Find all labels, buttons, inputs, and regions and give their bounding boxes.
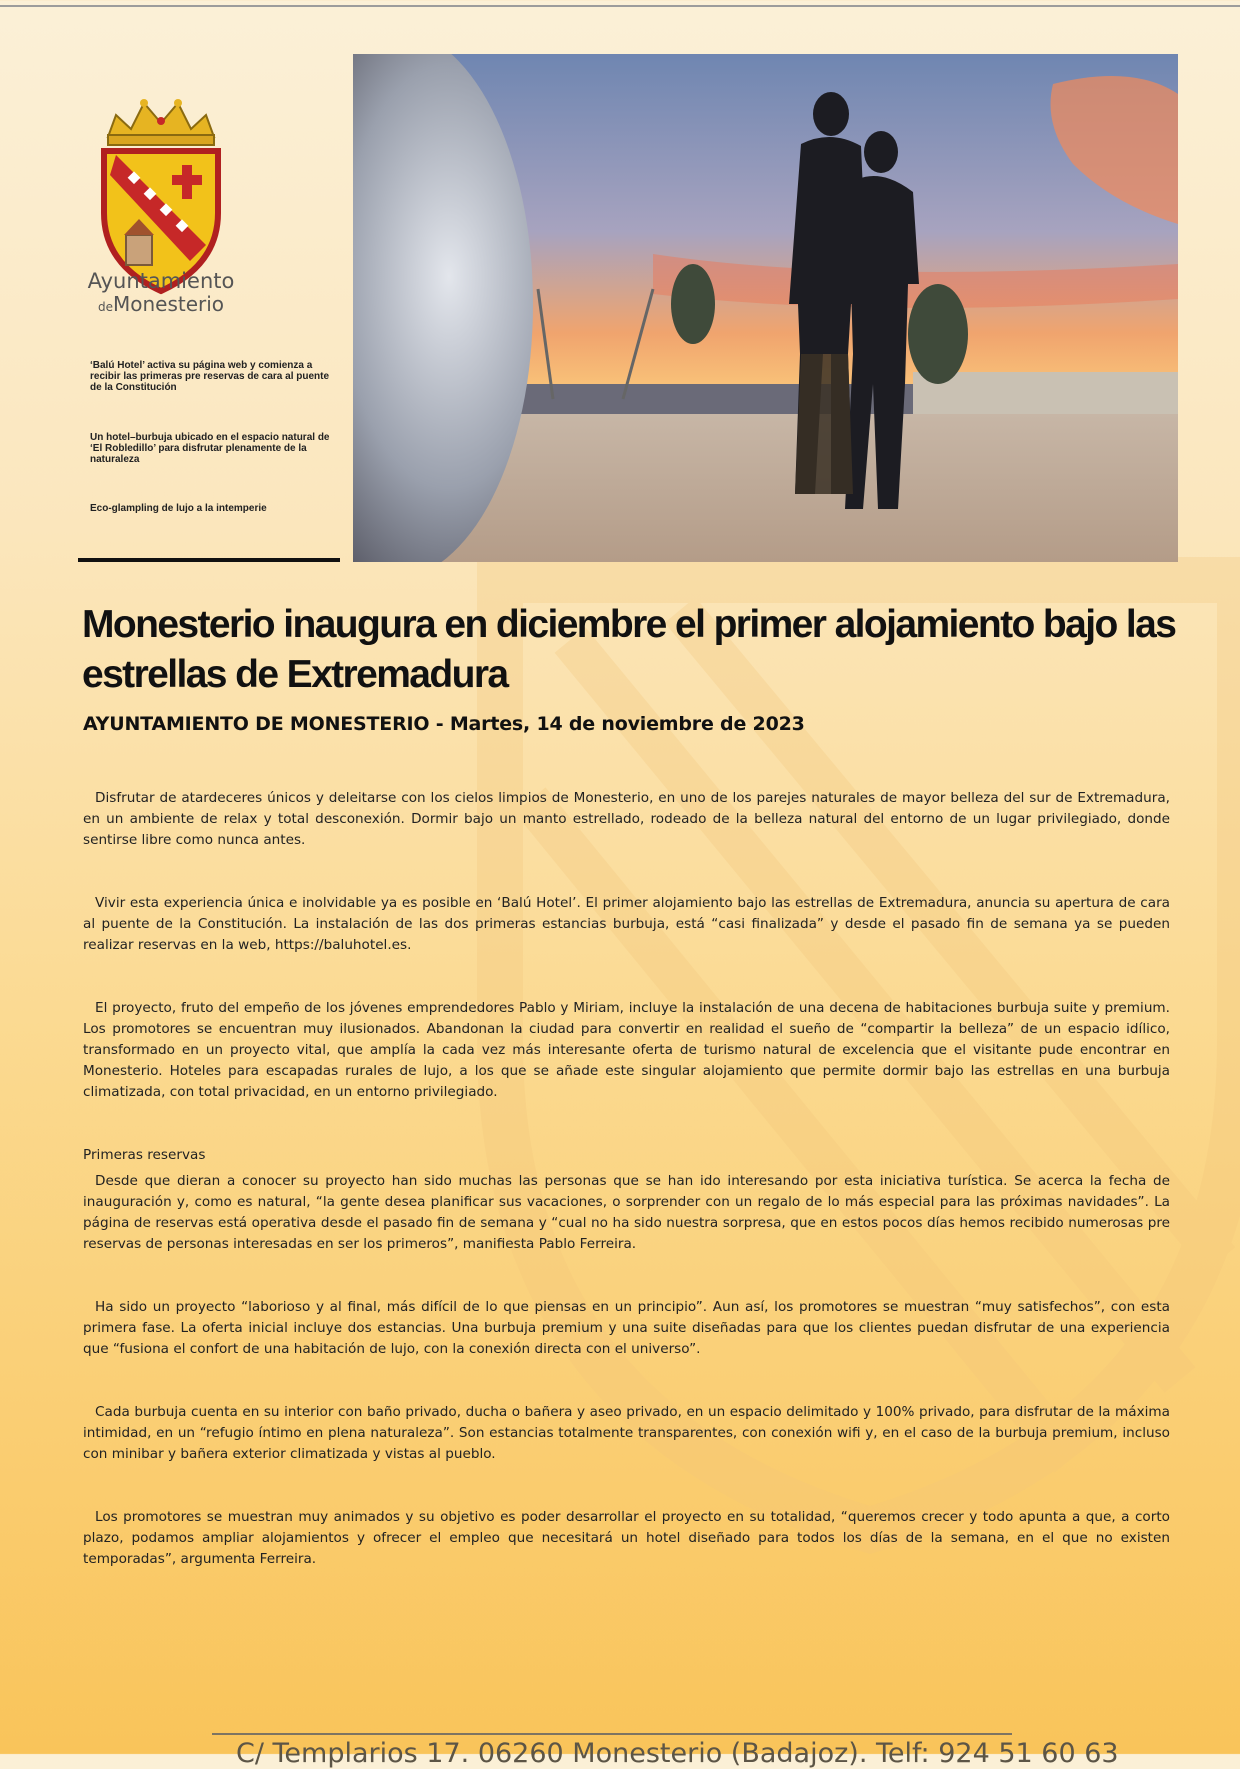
logo-name-prefix: de (97, 300, 113, 314)
logo-name-line1: Ayuntamiento (87, 269, 235, 293)
sidebar-highlight-3: Eco-glampling de lujo a la intemperie (90, 503, 267, 514)
logo-wordmark (86, 270, 236, 319)
top-rule (0, 5, 1240, 7)
article-paragraph-5: Ha sido un proyecto “laborioso y al final, más difícil de lo que piensas en un principio”. Aun así, los promotores se muestran “muy satisfechos”, con esta primera fase. La oferta inicial incluye dos estancias. Una burbuja premium y una suite diseñadas para que los clientes puedan disfrutar de una experiencia que “fusiona el confort de una habitación de lujo, con la conexión directa con el universo”. (83, 1299, 1170, 1357)
hero-photo (353, 54, 1178, 562)
article-paragraph-2: Vivir esta experiencia única e inolvidable ya es posible en ‘Balú Hotel’. El primer alojamiento bajo las estrellas de Extremadura, anuncia su apertura de cara al puente de la Constitución. La instalación de las dos primeras estancias burbuja, está “casi finalizada” y desde el pasado fin de semana ya se pueden realizar reservas en la web, https://baluhotel.es. (83, 895, 1170, 953)
logo-name-line2: Monesterio (112, 292, 225, 316)
article-paragraph-1: Disfrutar de atardeceres únicos y deleitarse con los cielos limpios de Monesterio, en uno de los parejes naturales de mayor belleza del sur de Extremadura, en un ambiente de relax y total desconexión. Dormir bajo un manto estrellado, rodeado de la belleza natural del entorno de un lugar privilegiado, donde sentirse libre como nunca antes. (83, 790, 1170, 848)
footer-address: C/ Templarios 17. 06260 Monesterio (Badajoz). Telf: 924 51 60 63 (236, 1738, 1119, 1769)
sidebar-highlight-1: ‘Balú Hotel’ activa su página web y comienza a recibir las primeras pre reservas de cara al puente de la Constitución (90, 360, 330, 393)
footer-rule (212, 1733, 1012, 1735)
article-body (83, 788, 1170, 1612)
sidebar-rule (78, 558, 340, 562)
article-byline: AYUNTAMIENTO DE MONESTERIO - Martes, 14 de noviembre de 2023 (83, 713, 805, 735)
article-paragraph-6: Cada burbuja cuenta en su interior con baño privado, ducha o bañera y aseo privado, en un espacio delimitado y 100% privado, para disfrutar de la máxima intimidad, en un “refugio íntimo en plena naturaleza”. Son estancias totalmente transparentes, con conexión wifi y, en el caso de la burbuja premium, incluso con minibar y bañera exterior climatizada y vistas al pueblo. (83, 1404, 1170, 1462)
article-paragraph-3: El proyecto, fruto del empeño de los jóvenes emprendedores Pablo y Miriam, incluye la instalación de una decena de habitaciones burbuja suite y premium. Los promotores se encuentran muy ilusionados. Abandonan la ciudad para convertir en realidad el sueño de “compartir la belleza” de un espacio idílico, transformado en un proyecto vital, que amplía la cada vez más interesante oferta de turismo natural de excelencia que el visitante pude encontrar en Monesterio. Hoteles para escapadas rurales de lujo, a los que se añade este singular alojamiento que permite dormir bajo las estrellas en una burbuja climatizada, con total privacidad, en un entorno privilegiado. (83, 1000, 1170, 1100)
sidebar-highlight-2: Un hotel–burbuja ubicado en el espacio natural de ‘El Robledillo’ para disfrutar plenamente de la naturaleza (90, 432, 330, 465)
article-subheading: Primeras reservas (83, 1147, 206, 1163)
article-paragraph-4: Desde que dieran a conocer su proyecto han sido muchas las personas que se han ido interesando por esta iniciativa turística. Se acerca la fecha de inauguración y, como es natural, “la gente desea planificar sus vacaciones, o sorprender con un regalo de lo más especial para las próximas navidades”. La página de reservas está operativa desde el pasado fin de semana y “cual no ha sido nuestra sorpresa, que en estos pocos días hemos recibido numerosas pre reservas de personas interesadas en ser los primeros”, manifiesta Pablo Ferreira. (83, 1173, 1170, 1252)
crown-icon (108, 99, 214, 145)
article-paragraph-7: Los promotores se muestran muy animados y su objetivo es poder desarrollar el proyecto en su totalidad, “queremos crecer y todo apunta a que, a corto plazo, podamos ampliar alojamientos y ofrecer el empleo que necesitará un hotel diseñado para todos los días de la semana, en el que no existen temporadas”, argumenta Ferreira. (83, 1509, 1170, 1567)
article-headline: Monesterio inaugura en diciembre el primer alojamiento bajo las estrellas de Extremadura (82, 603, 1176, 696)
